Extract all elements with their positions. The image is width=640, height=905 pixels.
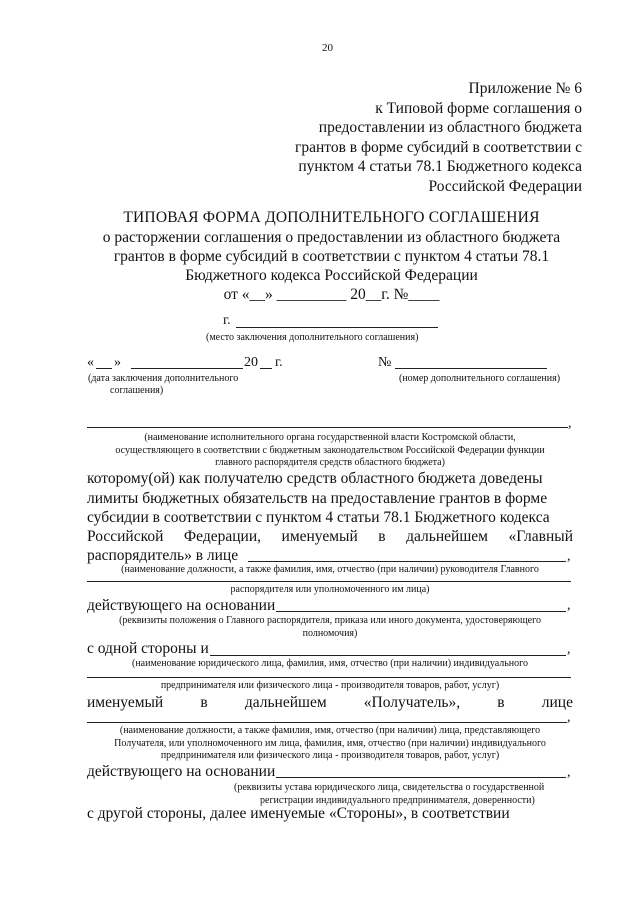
recipient-rep-caption: Получателя, или уполномоченного им лица, фамилия, имя, отчество (при наличии) индивидуального (114, 738, 546, 749)
basis-caption: (реквизиты устава юридического лица, свидетельства о государственной (234, 782, 545, 793)
body-line-justified (87, 528, 573, 546)
representative-caption: (наименование должности, а также фамилия, имя, отчество (при наличии) руководителя Главного (121, 564, 539, 575)
basis-caption: регистрации индивидуального предпринимателя, доверенности) (260, 795, 535, 806)
recipient-rep-field[interactable] (87, 722, 567, 723)
body-line: распорядитель» в лице (87, 547, 239, 564)
recipient-caption: (наименование юридического лица, фамилия, имя, отчество (при наличии) индивидуального (131, 658, 528, 669)
representative-caption: распорядителя или уполномоченного им лица) (230, 584, 430, 595)
date-number-line: от «__» _________ 20__г. №____ (223, 286, 440, 303)
date-caption: (дата заключения дополнительного (88, 373, 239, 384)
appendix-line: Приложение № 6 (468, 80, 582, 97)
appendix-line: Российской Федерации (428, 177, 582, 195)
representative-field-cont[interactable] (87, 581, 571, 582)
day-field[interactable] (96, 368, 112, 369)
word: лице (541, 694, 573, 711)
year-field[interactable] (260, 368, 272, 369)
number-caption: (номер дополнительного соглашения) (399, 373, 561, 384)
representative-field[interactable] (248, 561, 566, 562)
document-title: ТИПОВАЯ ФОРМА ДОПОЛНИТЕЛЬНОГО СОГЛАШЕНИЯ (123, 209, 540, 226)
basis-field[interactable] (276, 611, 566, 612)
word: в (497, 694, 505, 711)
basis-label: действующего на основании (87, 597, 276, 614)
year-suffix: г. (275, 355, 283, 370)
basis-caption: полномочия) (302, 628, 358, 639)
document-subtitle: о расторжении соглашения о предоставлении из областного бюджета (102, 229, 561, 246)
date-caption: соглашения) (110, 385, 164, 396)
word: в (200, 694, 208, 711)
quote-right: » (114, 355, 121, 370)
comma: , (568, 416, 572, 431)
appendix-line: предоставлении из областного бюджета (318, 119, 582, 136)
number-sign: № (378, 355, 392, 370)
recipient-rep-caption: предпринимателя или физического лица - производителя товаров, работ, услуг) (160, 750, 500, 761)
word: именуемый (281, 528, 358, 545)
document-subtitle: грантов в форме субсидий в соответствии с пунктом 4 статьи 78.1 (113, 248, 550, 265)
city-prefix: г. (223, 313, 231, 328)
recipient-rep-caption: (наименование должности, а также фамилия, имя, отчество (при наличии) лица, представляющего (119, 725, 541, 736)
basis-caption: (реквизиты положения о Главного распорядителя, приказа или иного документа, удостоверяющего (119, 615, 541, 626)
appendix-block (295, 79, 582, 196)
document-subtitle: Бюджетного кодекса Российской Федерации (185, 267, 478, 284)
comma: , (567, 765, 571, 780)
recipient-field-cont[interactable] (87, 677, 571, 678)
word: дальнейшем (244, 694, 327, 711)
body-line: лимиты бюджетных обязательств на предоставление грантов в форме (87, 490, 548, 507)
body-line: с другой стороны, далее именуемые «Стороны», в соответствии (87, 805, 510, 822)
word: дальнейшем (406, 528, 488, 545)
word: «Получатель», (363, 694, 461, 711)
basis-field[interactable] (276, 777, 566, 778)
body-line: которому(ой) как получателю средств областного бюджета доведены (87, 470, 543, 487)
authority-caption: (наименование исполнительного органа государственной власти Костромской области, (144, 432, 516, 443)
appendix-line: пунктом 4 статьи 78.1 Бюджетного кодекса (298, 158, 582, 175)
month-field[interactable] (131, 368, 243, 369)
place-caption: (место заключения дополнительного соглашения) (206, 332, 419, 343)
page-number: 20 (322, 42, 333, 54)
comma: , (567, 642, 571, 657)
named-line-justified (87, 694, 573, 712)
quote-left: « (87, 355, 94, 370)
appendix-line: грантов в форме субсидий в соответствии с (294, 138, 582, 156)
word: именуемый (87, 694, 164, 711)
comma: , (567, 549, 571, 564)
authority-caption: осуществляющего в соответствии с бюджетным законодательством Российской Федерации функции (115, 445, 545, 456)
recipient-field[interactable] (210, 655, 566, 656)
agreement-number-field[interactable] (395, 368, 547, 369)
comma: , (567, 598, 571, 613)
authority-caption: главного распорядителя средств областного бюджета) (215, 457, 445, 468)
body-line: субсидии в соответствии с пунктом 4 статьи 78.1 Бюджетного кодекса (87, 509, 550, 526)
word: в (378, 528, 386, 545)
recipient-caption: предпринимателя или физического лица - производителя товаров, работ, услуг) (160, 680, 500, 691)
authority-field[interactable] (87, 427, 568, 428)
appendix-line: к Типовой форме соглашения о (375, 99, 582, 117)
year-prefix: 20 (244, 355, 258, 370)
side-one-label: с одной стороны и (87, 640, 209, 657)
place-field[interactable] (236, 327, 438, 328)
basis-label: действующего на основании (87, 763, 276, 780)
word: Российской (87, 528, 164, 545)
word: «Главный (508, 528, 573, 545)
comma: , (567, 710, 571, 725)
word: Федерации, (183, 528, 261, 545)
